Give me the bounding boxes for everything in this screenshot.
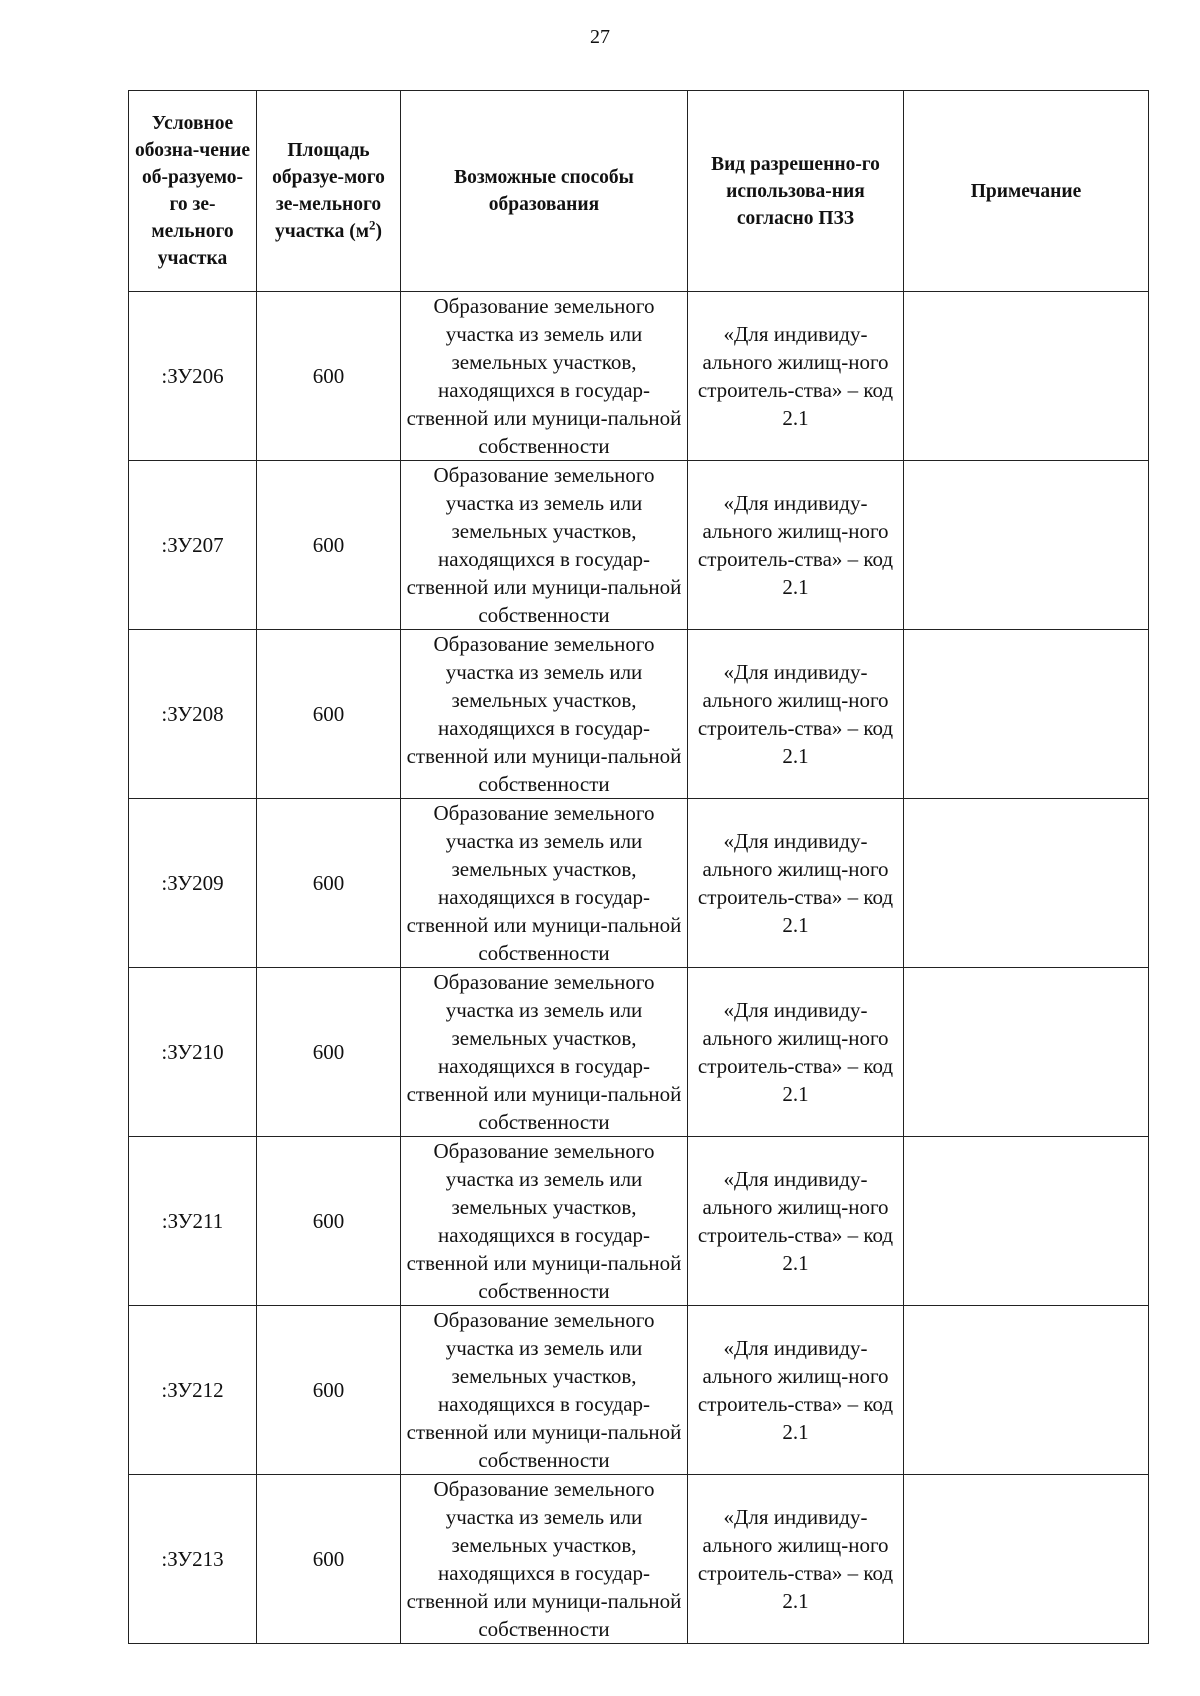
cell-permitted-use: «Для индивиду-ального жилищ-ного строитель-ства» – код 2.1 [688, 630, 904, 799]
header-area-unit-open: (м [349, 221, 370, 242]
cell-area: 600 [257, 292, 401, 461]
land-plots-table [128, 90, 1149, 1644]
header-designation: Условное обозна-чение об-разуемо-го зе-мельного участка [129, 91, 257, 292]
header-area-text: Площадь образуе-мого зе-мельного участка [272, 140, 385, 242]
cell-designation: :ЗУ213 [129, 1475, 257, 1644]
cell-permitted-use: «Для индивиду-ального жилищ-ного строитель-ства» – код 2.1 [688, 1137, 904, 1306]
header-row [129, 91, 1149, 292]
cell-note [904, 1475, 1149, 1644]
cell-method: Образование земельного участка из земель или земельных участков, находящихся в государ-ственной или муници-пальной собственности [401, 968, 688, 1137]
table-row [129, 1306, 1149, 1475]
cell-method: Образование земельного участка из земель или земельных участков, находящихся в государ-ственной или муници-пальной собственности [401, 1137, 688, 1306]
page-number: 27 [590, 26, 610, 48]
table-row [129, 1137, 1149, 1306]
table-row [129, 968, 1149, 1137]
cell-permitted-use: «Для индивиду-ального жилищ-ного строитель-ства» – код 2.1 [688, 1475, 904, 1644]
table-row [129, 292, 1149, 461]
cell-designation: :ЗУ210 [129, 968, 257, 1137]
header-note: Примечание [904, 91, 1149, 292]
cell-designation: :ЗУ207 [129, 461, 257, 630]
header-area [257, 91, 401, 292]
cell-method: Образование земельного участка из земель или земельных участков, находящихся в государ-ственной или муници-пальной собственности [401, 1306, 688, 1475]
table-body [129, 292, 1149, 1644]
cell-designation: :ЗУ208 [129, 630, 257, 799]
cell-method: Образование земельного участка из земель или земельных участков, находящихся в государ-ственной или муници-пальной собственности [401, 630, 688, 799]
cell-note [904, 1137, 1149, 1306]
cell-area: 600 [257, 630, 401, 799]
table-row [129, 1475, 1149, 1644]
table-header [129, 91, 1149, 292]
cell-designation: :ЗУ211 [129, 1137, 257, 1306]
cell-area: 600 [257, 1137, 401, 1306]
header-area-unit-superscript: 2 [369, 217, 376, 233]
cell-designation: :ЗУ212 [129, 1306, 257, 1475]
cell-area: 600 [257, 799, 401, 968]
cell-permitted-use: «Для индивиду-ального жилищ-ного строитель-ства» – код 2.1 [688, 1306, 904, 1475]
cell-permitted-use: «Для индивиду-ального жилищ-ного строитель-ства» – код 2.1 [688, 968, 904, 1137]
table-row [129, 461, 1149, 630]
cell-designation: :ЗУ209 [129, 799, 257, 968]
cell-area: 600 [257, 968, 401, 1137]
cell-permitted-use: «Для индивиду-ального жилищ-ного строитель-ства» – код 2.1 [688, 799, 904, 968]
cell-note [904, 630, 1149, 799]
cell-note [904, 461, 1149, 630]
cell-note [904, 799, 1149, 968]
cell-permitted-use: «Для индивиду-ального жилищ-ного строитель-ства» – код 2.1 [688, 292, 904, 461]
header-area-unit-close: ) [375, 221, 383, 242]
header-methods: Возможные способы образования [401, 91, 688, 292]
cell-area: 600 [257, 461, 401, 630]
table-row [129, 630, 1149, 799]
cell-method: Образование земельного участка из земель или земельных участков, находящихся в государ-ственной или муници-пальной собственности [401, 461, 688, 630]
cell-area: 600 [257, 1475, 401, 1644]
cell-method: Образование земельного участка из земель или земельных участков, находящихся в государ-ственной или муници-пальной собственности [401, 292, 688, 461]
cell-note [904, 292, 1149, 461]
header-permitted-use: Вид разрешенно-го использова-ния согласно ПЗЗ [688, 91, 904, 292]
cell-area: 600 [257, 1306, 401, 1475]
cell-note [904, 1306, 1149, 1475]
table-row [129, 799, 1149, 968]
cell-method: Образование земельного участка из земель или земельных участков, находящихся в государ-ственной или муници-пальной собственности [401, 1475, 688, 1644]
cell-note [904, 968, 1149, 1137]
cell-permitted-use: «Для индивиду-ального жилищ-ного строитель-ства» – код 2.1 [688, 461, 904, 630]
cell-designation: :ЗУ206 [129, 292, 257, 461]
cell-method: Образование земельного участка из земель или земельных участков, находящихся в государ-ственной или муници-пальной собственности [401, 799, 688, 968]
